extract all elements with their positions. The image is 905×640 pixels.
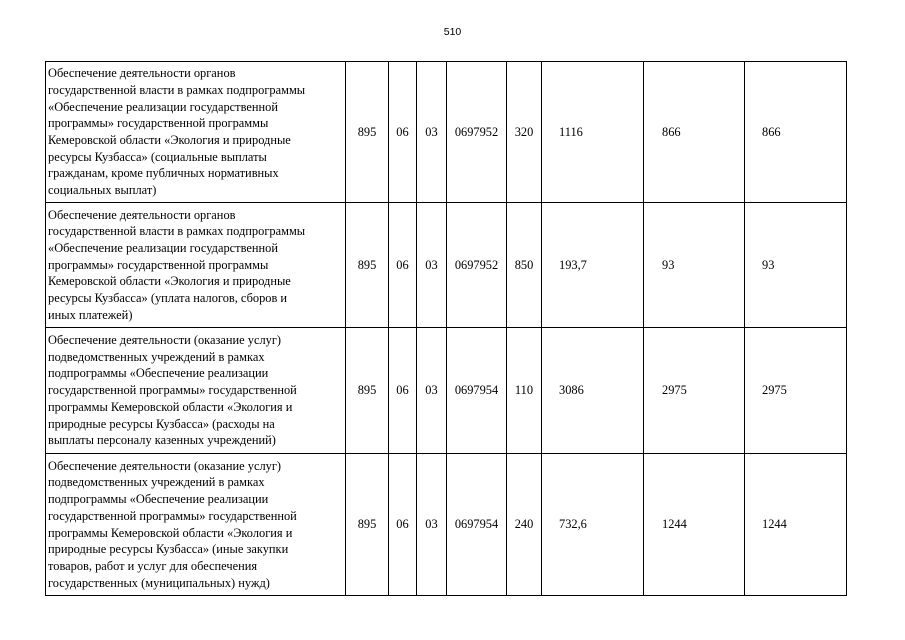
subsection-code: 03	[417, 203, 447, 328]
section-code: 06	[389, 454, 417, 596]
description-line: гражданам, кроме публичных нормативных	[48, 166, 279, 181]
section-code: 06	[389, 62, 417, 203]
subsection-code: 03	[417, 454, 447, 596]
row-description	[46, 62, 346, 203]
ministry-code: 895	[346, 328, 389, 454]
amount-year-3: 1244	[745, 454, 847, 596]
expense-type-code: 110	[507, 328, 542, 454]
description-line: подпрограммы «Обеспечение реализации	[48, 492, 269, 507]
target-article-code: 0697954	[447, 454, 507, 596]
description-line: «Обеспечение реализации государственной	[48, 99, 278, 114]
description-line: ресурсы Кузбасса» (социальные выплаты	[48, 149, 267, 164]
table-row	[46, 328, 847, 454]
description-line: Обеспечение деятельности (оказание услуг)	[48, 333, 282, 348]
description-line: иных платежей)	[48, 307, 133, 322]
subsection-code: 03	[417, 62, 447, 203]
amount-year-3: 93	[745, 203, 847, 328]
ministry-code: 895	[346, 62, 389, 203]
amount-year-3: 866	[745, 62, 847, 203]
amount-year-1: 193,7	[542, 203, 644, 328]
description-line: «Обеспечение реализации государственной	[48, 240, 278, 255]
amount-year-1: 3086	[542, 328, 644, 454]
description-line: выплаты персоналу казенных учреждений)	[48, 433, 276, 448]
description-line: программы Кемеровской области «Экология и	[48, 525, 293, 540]
description-line: товаров, работ и услуг для обеспечения	[48, 558, 258, 573]
expense-type-code: 320	[507, 62, 542, 203]
table-row	[46, 454, 847, 596]
target-article-code: 0697954	[447, 328, 507, 454]
description-line: Кемеровской области «Экология и природные	[48, 274, 291, 289]
page-number: 510	[443, 26, 462, 38]
amount-year-2: 866	[644, 62, 745, 203]
description-line: Обеспечение деятельности органов	[48, 207, 236, 222]
section-code: 06	[389, 203, 417, 328]
description-line: подведомственных учреждений в рамках	[48, 349, 265, 364]
expense-type-code: 240	[507, 454, 542, 596]
row-description	[46, 328, 346, 454]
description-line: программы» государственной программы	[48, 257, 269, 272]
description-line: программы» государственной программы	[48, 116, 269, 131]
row-description	[46, 203, 346, 328]
amount-year-2: 1244	[644, 454, 745, 596]
section-code: 06	[389, 328, 417, 454]
description-line: государственной программы» государственной	[48, 383, 297, 398]
amount-year-1: 732,6	[542, 454, 644, 596]
subsection-code: 03	[417, 328, 447, 454]
description-line: государственных (муниципальных) нужд)	[48, 575, 270, 590]
description-line: Кемеровской области «Экология и природные	[48, 133, 291, 147]
description-line: Обеспечение деятельности органов	[48, 66, 236, 81]
expense-type-code: 850	[507, 203, 542, 328]
ministry-code: 895	[346, 454, 389, 596]
table-row	[46, 62, 847, 203]
budget-table	[45, 61, 847, 596]
amount-year-2: 2975	[644, 328, 745, 454]
amount-year-1: 1116	[542, 62, 644, 203]
description-line: государственной программы» государственной	[48, 508, 297, 523]
description-line: подпрограммы «Обеспечение реализации	[48, 366, 269, 381]
description-line: природные ресурсы Кузбасса» (иные закупки	[48, 542, 289, 557]
amount-year-2: 93	[644, 203, 745, 328]
table-row	[46, 203, 847, 328]
description-line: государственной власти в рамках подпрограммы	[48, 224, 306, 239]
ministry-code: 895	[346, 203, 389, 328]
row-description	[46, 454, 346, 596]
target-article-code: 0697952	[447, 62, 507, 203]
description-line: Обеспечение деятельности (оказание услуг)	[48, 458, 282, 473]
description-line: государственной власти в рамках подпрограммы	[48, 82, 306, 97]
description-line: природные ресурсы Кузбасса» (расходы на	[48, 416, 275, 431]
description-line: ресурсы Кузбасса» (уплата налогов, сборов и	[48, 291, 288, 306]
description-line: социальных выплат)	[48, 183, 157, 198]
description-line: программы Кемеровской области «Экология и	[48, 399, 293, 414]
amount-year-3: 2975	[745, 328, 847, 454]
description-line: подведомственных учреждений в рамках	[48, 475, 265, 490]
target-article-code: 0697952	[447, 203, 507, 328]
